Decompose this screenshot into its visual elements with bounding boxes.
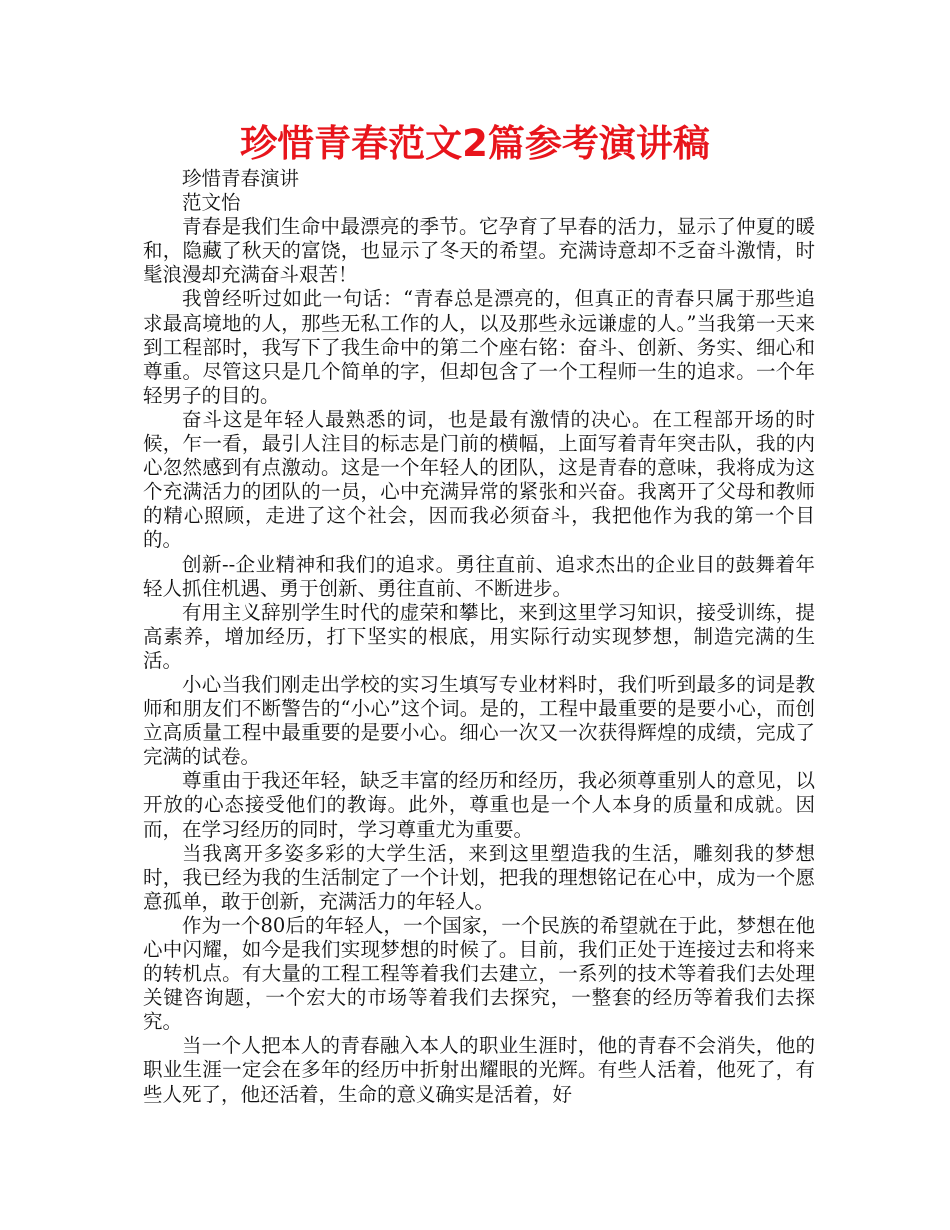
paragraph: 作为一个80后的年轻人，一个国家，一个民族的希望就在于此，梦想在他心中闪耀，如今是我们实现梦想的时候了。目前，我们正处于连接过去和将来的转机点。有大量的工程工程等着我们去建立，一系列的技术等着我们去处理关键咨询题，一个宏大的市场等着我们去探究，一整套的经历等着我们去探究。	[143, 913, 815, 1034]
document-title: 珍惜青春范文2篇参考演讲稿	[240, 122, 710, 165]
paragraph: 奋斗这是年轻人最熟悉的词，也是最有激情的决心。在工程部开场的时候，乍一看，最引人注目的标志是门前的横幅，上面写着青年突击队，我的内心忽然感到有点激动。这是一个年轻人的团队，这是青春的意味，我将成为这个充满活力的团队的一员，心中充满异常的紧张和兴奋。我离开了父母和教师的精心照顾，走进了这个社会，因而我必须奋斗，我把他作为我的第一个目的。	[143, 407, 815, 552]
paragraph: 当我离开多姿多彩的大学生活，来到这里塑造我的生活，雕刻我的梦想时，我已经为我的生活制定了一个计划，把我的理想铭记在心中，成为一个愿意孤单，敢于创新，充满活力的年轻人。	[143, 841, 815, 913]
paragraph: 小心当我们刚走出学校的实习生填写专业材料时，我们听到最多的词是教师和朋友们不断警告的“小心”这个词。是的，工程中最重要的是要小心，而创立高质量工程中最重要的是要小心。细心一次又一次获得辉煌的成绩，完成了完满的试卷。	[143, 672, 815, 769]
paragraph: 创新--企业精神和我们的追求。勇往直前、追求杰出的企业目的鼓舞着年轻人抓住机遇、勇于创新、勇往直前、不断进步。	[143, 552, 815, 600]
author-name: 范文怡	[182, 191, 241, 215]
speech-subtitle: 珍惜青春演讲	[182, 167, 300, 190]
paragraph: 有用主义辞别学生时代的虚荣和攀比，来到这里学习知识，接受训练，提高素养，增加经历，打下坚实的根底，用实际行动实现梦想，制造完满的生活。	[143, 600, 815, 672]
document-body	[143, 167, 815, 1107]
paragraph: 当一个人把本人的青春融入本人的职业生涯时，他的青春不会消失，他的职业生涯一定会在多年的经历中折射出耀眼的光辉。有些人活着，他死了，有些人死了，他还活着，生命的意义确实是活着，好	[143, 1034, 815, 1106]
paragraph: 尊重由于我还年轻，缺乏丰富的经历和经历，我必须尊重别人的意见，以开放的心态接受他们的教诲。此外，尊重也是一个人本身的质量和成就。因而，在学习经历的同时，学习尊重尤为重要。	[143, 769, 815, 841]
paragraph: 青春是我们生命中最漂亮的季节。它孕育了早春的活力，显示了仲夏的暖和，隐藏了秋天的富饶，也显示了冬天的希望。充满诗意却不乏奋斗激情，时髦浪漫却充满奋斗艰苦！	[143, 215, 815, 287]
paragraph: 我曾经听过如此一句话：“青春总是漂亮的，但真正的青春只属于那些追求最高境地的人，那些无私工作的人，以及那些永远谦虚的人。”当我第一天来到工程部时，我写下了我生命中的第二个座右铭：奋斗、创新、务实、细心和尊重。尽管这只是几个简单的字，但却包含了一个工程师一生的追求。一个年轻男子的目的。	[143, 287, 815, 407]
